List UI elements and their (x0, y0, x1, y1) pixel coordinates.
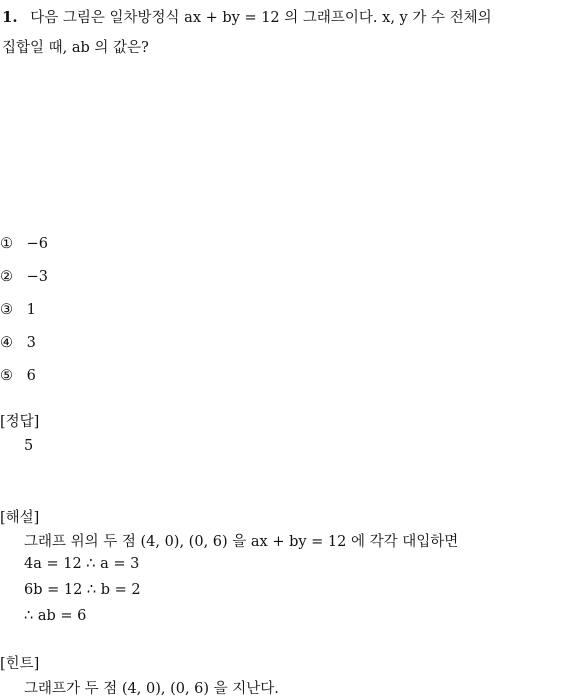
choice-1-marker: ① (0, 236, 13, 252)
choice-4-marker: ④ (0, 335, 13, 351)
choice-5-text: 6 (26, 368, 36, 384)
question-line-2: 집합일 때, ab 의 값은? (2, 40, 149, 56)
choice-2-marker: ② (0, 269, 13, 285)
answer-value: 5 (24, 438, 34, 454)
solution-line-1: 그래프 위의 두 점 (4, 0), (0, 6) 을 ax + by = 12 에 각각 대입하면 (24, 534, 459, 550)
hint-heading: [힌트] (0, 656, 40, 672)
choice-5-marker: ⑤ (0, 368, 13, 384)
choice-3-marker: ③ (0, 302, 13, 318)
choice-1[interactable] (0, 236, 48, 252)
solution-line-4: ∴ ab = 6 (24, 608, 87, 624)
choice-4-text: 3 (26, 335, 36, 351)
choice-3[interactable] (0, 302, 36, 318)
hint-text: 그래프가 두 점 (4, 0), (0, 6) 을 지난다. (24, 681, 279, 697)
solution-line-3: 6b = 12 ∴ b = 2 (24, 582, 141, 598)
choice-5[interactable] (0, 368, 36, 384)
question-number: 1. (2, 8, 18, 26)
choice-1-text: −6 (26, 236, 48, 252)
choice-4[interactable] (0, 335, 36, 351)
figure-area (0, 64, 570, 224)
choice-2[interactable] (0, 269, 48, 285)
choice-2-text: −3 (26, 269, 48, 285)
answer-heading: [정답] (0, 414, 40, 430)
question-text-1: 다음 그림은 일차방정식 ax + by = 12 의 그래프이다. x, y 가 수 전체의 (30, 10, 492, 26)
solution-line-2: 4a = 12 ∴ a = 3 (24, 556, 140, 572)
choice-3-text: 1 (26, 302, 36, 318)
solution-heading: [해설] (0, 510, 40, 526)
question-line-1 (2, 6, 492, 27)
